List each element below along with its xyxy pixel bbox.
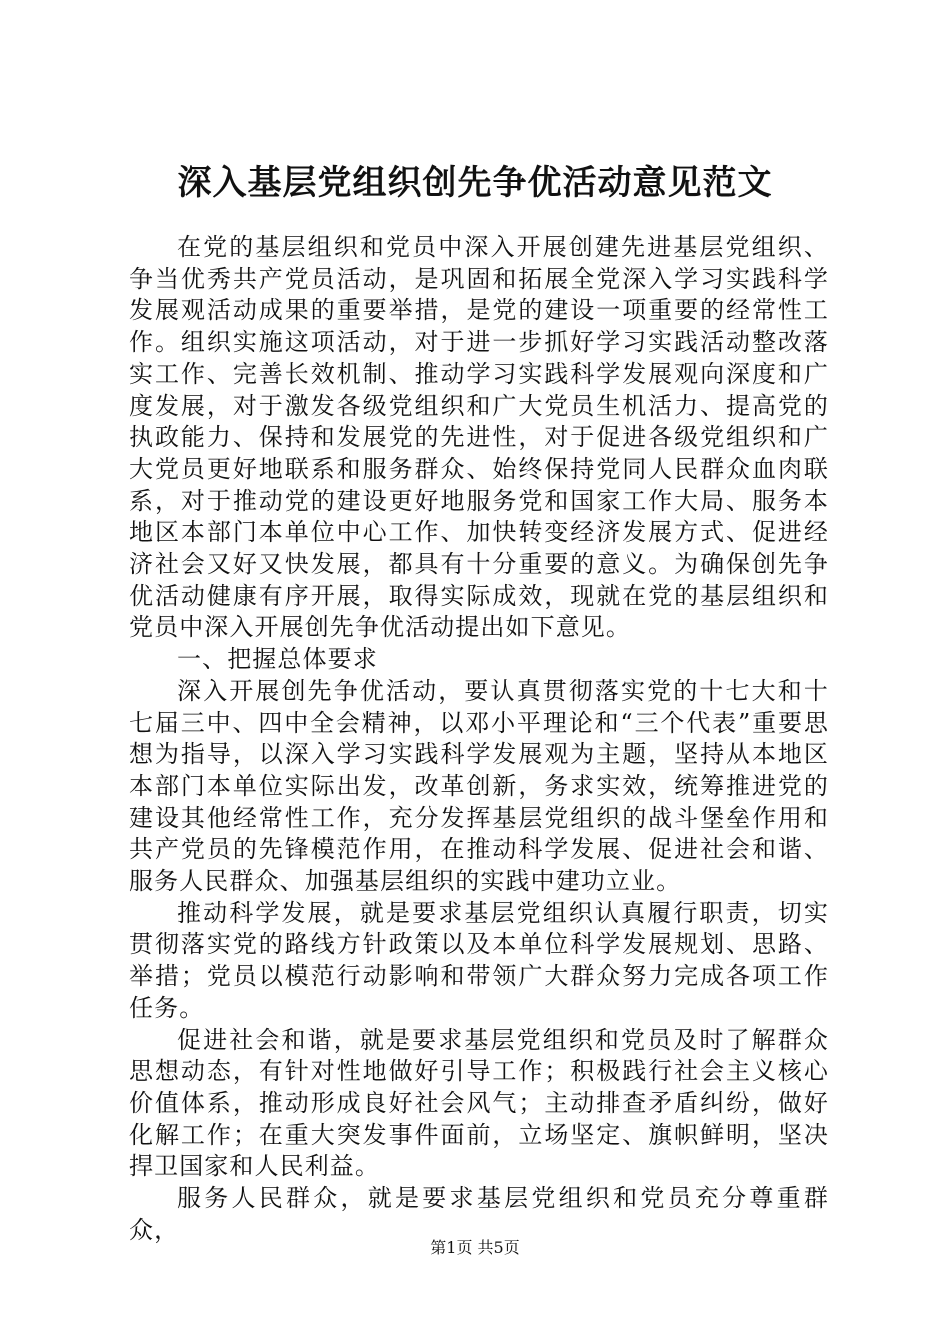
paragraph: 促进社会和谐，就是要求基层党组织和党员及时了解群众思想动态，有针对性地做好引导工作；积极践行社会主义核心价值体系，推动形成良好社会风气；主动排查矛盾纠纷，做好化解工作；在重大突发事件面前，立场坚定、旗帜鲜明，坚决捍卫国家和人民利益。 (129, 1025, 829, 1181)
document-title: 深入基层党组织创先争优活动意见范文 (177, 163, 773, 203)
page-number-footer: 第1页 共5页 (430, 1238, 520, 1257)
paragraph: 服务人民群众，就是要求基层党组织和党员充分尊重群众， (129, 1184, 829, 1244)
paragraph: 在党的基层组织和党员中深入开展创建先进基层党组织、争当优秀共产党员活动，是巩固和拓展全党深入学习实践科学发展观活动成果的重要举措，是党的建设一项重要的经常性工作。组织实施这项活动，对于进一步抓好学习实践活动整改落实工作、完善长效机制、推动学习实践科学发展观向深度和广度发展，对于激发各级党组织和广大党员生机活力、提高党的执政能力、保持和发展党的先进性，对于促进各级党组织和广大党员更好地联系和服务群众、始终保持党同人民群众血肉联系，对于推动党的建设更好地服务党和国家工作大局、服务本地区本部门本单位中心工作、加快转变经济发展方式、促进经济社会又好又快发展，都具有十分重要的意义。为确保创先争优活动健康有序开展，取得实际成效，现就在党的基层组织和党员中深入开展创先争优活动提出如下意见。 (129, 233, 829, 642)
paragraph: 深入开展创先争优活动，要认真贯彻落实党的十七大和十七届三中、四中全会精神，以邓小平理论和“三个代表”重要思想为指导，以深入学习实践科学发展观为主题，坚持从本地区本部门本单位实际出发，改革创新，务求实效，统筹推进党的建设其他经常性工作，充分发挥基层党组织的战斗堡垒作用和共产党员的先锋模范作用，在推动科学发展、促进社会和谐、服务人民群众、加强基层组织的实践中建功立业。 (129, 676, 829, 896)
document-body (129, 232, 829, 1247)
paragraph: 推动科学发展，就是要求基层党组织认真履行职责，切实贯彻落实党的路线方针政策以及本单位科学发展规划、思路、举措；党员以模范行动影响和带领广大群众努力完成各项工作任务。 (129, 898, 829, 1022)
section-heading: 一、把握总体要求 (177, 645, 378, 674)
